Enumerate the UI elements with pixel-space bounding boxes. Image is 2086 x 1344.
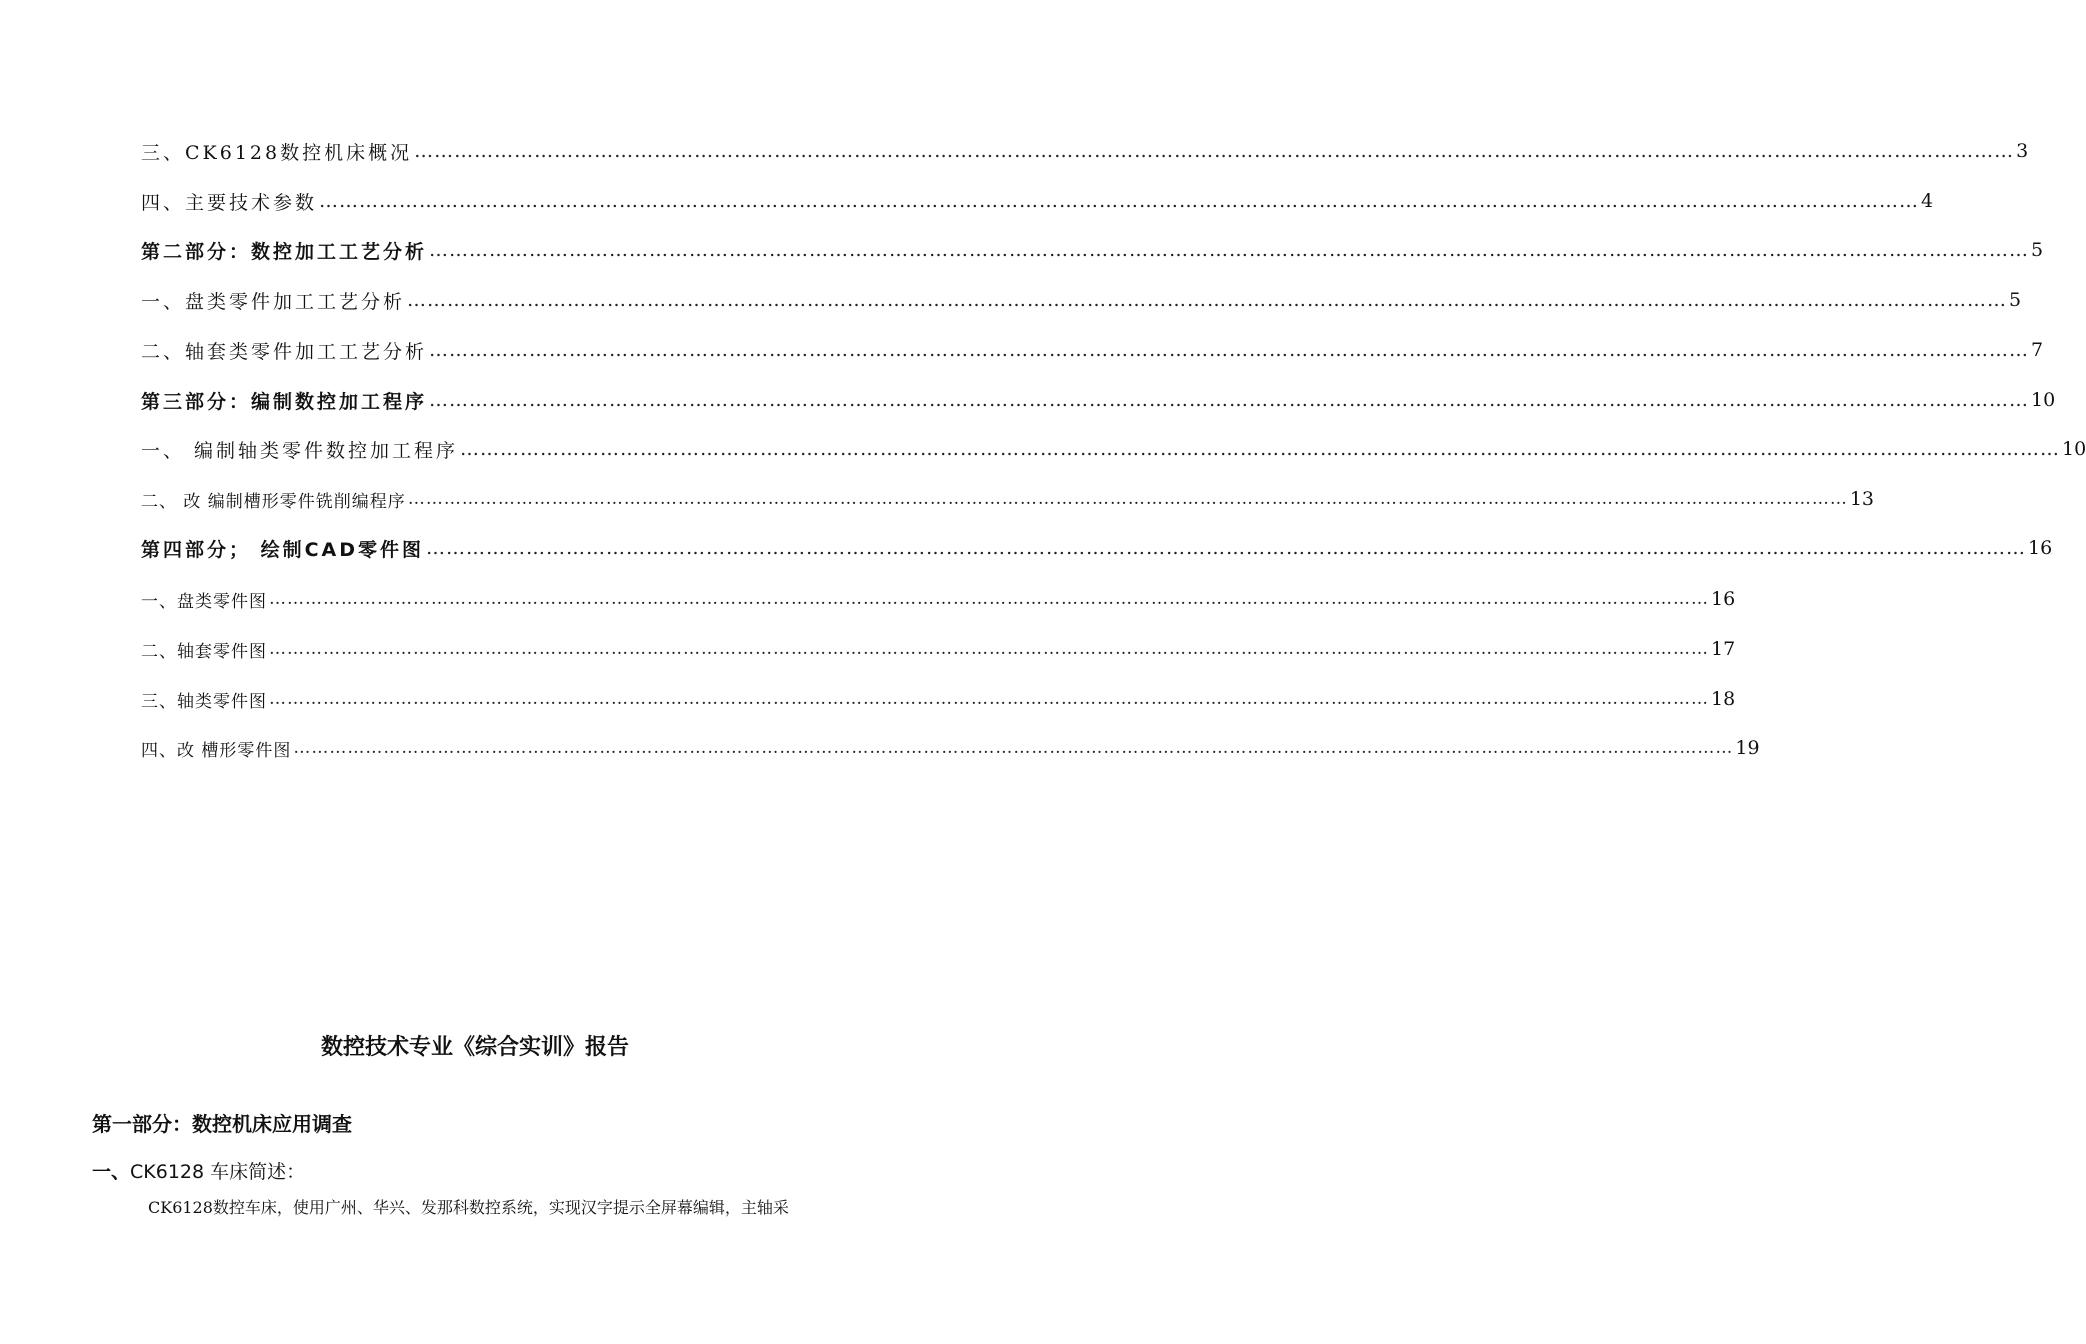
toc-page-number: 3 bbox=[2016, 140, 2029, 162]
toc-page-number: 18 bbox=[1711, 688, 1736, 710]
toc-leader-dots: …………………………………………………………………………………………………………………………………………………………………………………………………………………… bbox=[429, 389, 2030, 411]
toc-leader-dots: …………………………………………………………………………………………………………………………………………………………………………………………………………………… bbox=[429, 339, 2030, 361]
body-paragraph: CK6128数控车床，使用广州、华兴、发那科数控系统，实现汉字提示全屏幕编辑，主轴采 bbox=[148, 1198, 789, 1217]
section-heading bbox=[92, 1157, 305, 1184]
section-heading-prefix: 一、 bbox=[92, 1161, 131, 1183]
toc-entry bbox=[141, 584, 1736, 614]
toc-entry bbox=[141, 136, 2029, 166]
toc-leader-dots: …………………………………………………………………………………………………………………………………………………………………………………………………………………… bbox=[269, 689, 1709, 709]
toc-leader-dots: …………………………………………………………………………………………………………………………………………………………………………………………………………………… bbox=[460, 438, 2061, 460]
toc-leader-dots: …………………………………………………………………………………………………………………………………………………………………………………………………………………… bbox=[269, 589, 1709, 609]
report-title: 数控技术专业《综合实训》报告 bbox=[320, 1035, 629, 1060]
section-heading-text: CK6128 车床简述： bbox=[130, 1161, 306, 1183]
toc-entry-title: 一、 编制轴类零件数控加工程序 bbox=[141, 439, 459, 462]
toc-leader-dots: …………………………………………………………………………………………………………………………………………………………………………………………………………………… bbox=[293, 738, 1734, 758]
toc-leader-dots: …………………………………………………………………………………………………………………………………………………………………………………………………………………… bbox=[426, 537, 2027, 559]
toc-entry-title: 四、改 槽形零件图 bbox=[141, 740, 292, 761]
toc-entry-title: 二、轴套零件图 bbox=[141, 641, 267, 662]
toc-entry bbox=[141, 733, 1760, 763]
toc-entry-title: 二、轴套类零件加工工艺分析 bbox=[141, 340, 428, 363]
toc-entry-title: 第二部分：数控加工工艺分析 bbox=[141, 240, 428, 263]
toc-entry bbox=[141, 335, 2044, 365]
toc-leader-dots: …………………………………………………………………………………………………………………………………………………………………………………………………………………… bbox=[407, 289, 2008, 311]
toc-entry bbox=[141, 634, 1736, 664]
toc-leader-dots: …………………………………………………………………………………………………………………………………………………………………………………………………………………… bbox=[407, 489, 1848, 509]
toc-entry-title: 第四部分； 绘制CAD零件图 bbox=[141, 538, 425, 561]
toc-entry-title: 四、主要技术参数 bbox=[141, 191, 318, 214]
toc-page-number: 19 bbox=[1735, 737, 1760, 759]
toc-entry-title: 一、盘类零件图 bbox=[141, 591, 267, 612]
toc-page-number: 17 bbox=[1711, 638, 1736, 660]
part-heading: 第一部分：数控机床应用调查 bbox=[92, 1112, 352, 1136]
toc-page-number: 16 bbox=[2028, 537, 2053, 559]
toc-page-number: 10 bbox=[2062, 438, 2086, 460]
toc-entry bbox=[141, 484, 1874, 514]
toc-entry bbox=[141, 235, 2044, 265]
toc-leader-dots: …………………………………………………………………………………………………………………………………………………………………………………………………………………… bbox=[269, 639, 1709, 659]
toc-leader-dots: …………………………………………………………………………………………………………………………………………………………………………………………………………………… bbox=[429, 239, 2030, 261]
toc-entry bbox=[141, 533, 2053, 563]
toc-entry bbox=[141, 385, 2056, 415]
toc-entry bbox=[141, 285, 2022, 315]
toc-entry bbox=[141, 684, 1736, 714]
toc-page-number: 4 bbox=[1921, 190, 1934, 212]
toc-leader-dots: …………………………………………………………………………………………………………………………………………………………………………………………………………………… bbox=[319, 190, 1920, 212]
toc-entry-title: 二、 改 编制槽形零件铣削编程序 bbox=[141, 491, 406, 512]
toc-entry bbox=[141, 186, 1934, 216]
toc-entry-title: 三、轴类零件图 bbox=[141, 691, 267, 712]
toc-page-number: 13 bbox=[1849, 488, 1874, 510]
toc-entry-title: 第三部分：编制数控加工程序 bbox=[141, 390, 428, 413]
toc-page-number: 7 bbox=[2031, 339, 2044, 361]
toc-page-number: 5 bbox=[2031, 239, 2044, 261]
toc-page-number: 10 bbox=[2031, 389, 2056, 411]
toc-entry-title: 一、盘类零件加工工艺分析 bbox=[141, 290, 406, 313]
toc-page-number: 16 bbox=[1711, 588, 1736, 610]
toc-leader-dots: …………………………………………………………………………………………………………………………………………………………………………………………………………………… bbox=[414, 140, 2015, 162]
toc-entry bbox=[141, 434, 2086, 464]
toc-entry-title: 三、CK6128数控机床概况 bbox=[141, 141, 413, 164]
toc-page-number: 5 bbox=[2009, 289, 2022, 311]
